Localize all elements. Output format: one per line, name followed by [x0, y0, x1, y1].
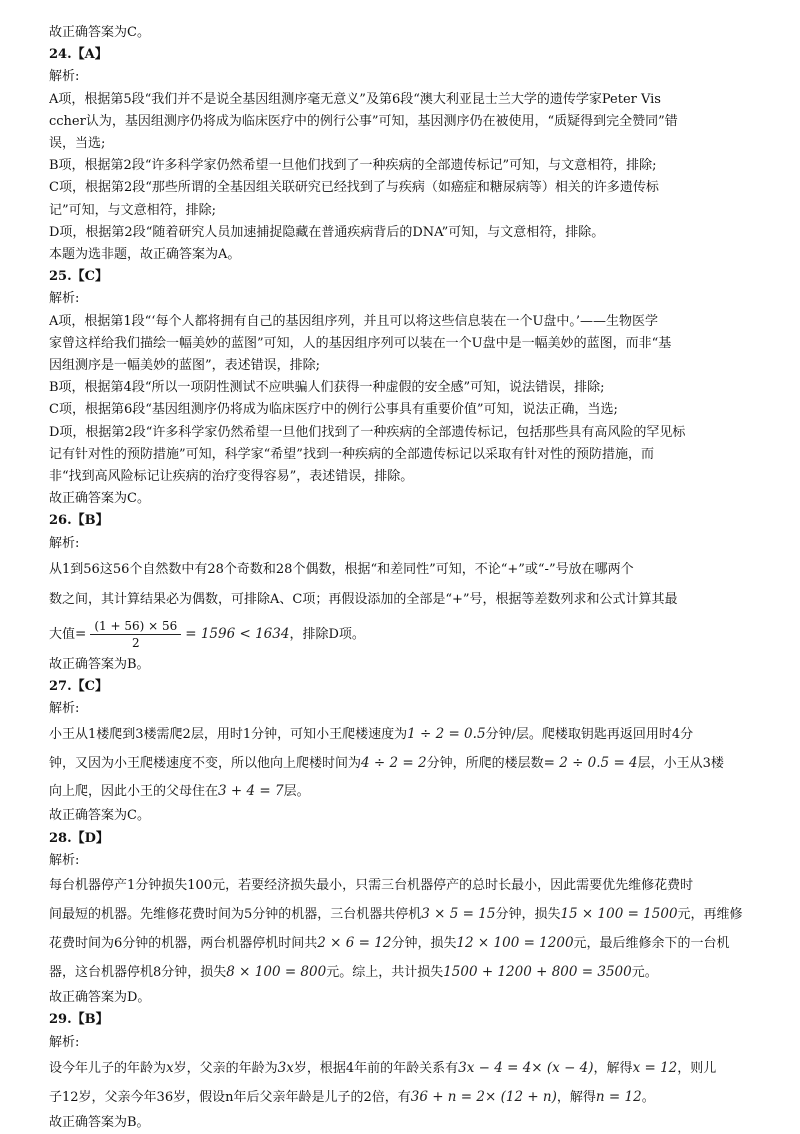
q28-conclusion: 故正确答案为D。 — [49, 990, 151, 1006]
q25-option-c: C项，根据第6段“基因组测序仍将成为临床医疗中的例行公事具有重要价值”可知，说法正确，当选; — [49, 402, 618, 418]
q27-text-1b: 分钟/层。爬楼取钥匙再返回用时4分 — [485, 727, 694, 743]
q25-option-d-line2: 记有针对性的预防措施”可知，科学家“希望”找到一种疾病的全部遗传标记以采取有针对性的预防措施，而 — [49, 446, 654, 462]
q27-text-2b: 分钟，所爬的楼层数 — [426, 756, 544, 772]
q27-math-sum: 3 + 4 = 7 — [218, 783, 284, 800]
q27-para-line2 — [49, 749, 757, 778]
q29-text-1c: 岁，根据4年前的年龄关系有 — [293, 1060, 459, 1076]
q24-analysis-label: 解析: — [49, 69, 80, 85]
q28-para-line1: 每台机器停产1分钟损失100元，若要经济损失最小，只需三台机器停产的总时长最小，因此需要优先维修花费时 — [49, 878, 694, 894]
q28-math-3: 2 × 6 = 12 — [317, 935, 392, 952]
q26-fraction-numerator: (1 + 56) × 56 — [90, 618, 181, 635]
q26-equals: = — [75, 625, 87, 642]
q25-option-d-line1: D项，根据第2段“许多科学家仍然希望一旦他们找到了一种疾病的全部遗传标记，包括那些具有高风险的罕见标 — [49, 424, 686, 440]
q26-fraction — [90, 618, 181, 651]
q28-math-1: 3 × 5 = 15 — [421, 906, 496, 923]
q27-math-time: 4 ÷ 2 = 2 — [361, 755, 427, 772]
q25-option-d-line3: 非“找到高风险标记让疾病的治疗变得容易”，表述错误，排除。 — [49, 469, 414, 485]
q24-option-d: D项，根据第2段“随着研究人员加速捕捉隐藏在普通疾病背后的DNA”可知，与文意相符，排除。 — [49, 224, 605, 240]
q26-para-line3 — [49, 615, 757, 654]
q28-text-2a: 间最短的机器。先维修花费时间为5分钟的机器，三台机器共停机 — [49, 907, 422, 923]
q28-analysis-label: 解析: — [49, 852, 80, 868]
q24-heading: 24.【A】 — [49, 47, 108, 63]
q27-text-2a: 钟，又因为小王爬楼速度不变，所以他向上爬楼时间为 — [49, 756, 362, 772]
q25-option-a-line2: 家曾这样给我们描绘一幅美妙的蓝图”可知，人的基因组序列可以装在一个U盘中是一幅美妙的蓝图，而非“基 — [49, 335, 672, 351]
q29-math-solution-n: n = 12 — [595, 1088, 642, 1105]
q29-para-line2 — [49, 1083, 757, 1112]
q27-text-3a: 向上爬，因此小王的父母住在 — [49, 784, 219, 800]
answer-explanations — [49, 22, 757, 1134]
q28-para-line3 — [49, 929, 757, 958]
q24-option-b: B项，根据第2段“许多科学家仍然希望一旦他们找到了一种疾病的全部遗传标记”可知，与文意相符，排除; — [49, 158, 657, 174]
q29-math-solution: x = 12 — [632, 1059, 678, 1076]
q29-math-equation-2: 36 + n = 2× (12 + n) — [410, 1088, 557, 1105]
q27-math-speed: 1 ÷ 2 = 0.5 — [407, 726, 486, 743]
q24-option-a-line2: ccher认为，基因组测序仍将成为临床医疗中的例行公事”可知，基因测序仍在被使用，“质疑得到完全赞同”错 — [49, 113, 678, 129]
q26-text-max: 大值 — [49, 626, 76, 642]
q26-para-line2: 数之间，其计算结果必为偶数，可排除A、C项；再假设添加的全部是“+”号，根据等差数列求和公式计算其最 — [49, 591, 678, 607]
q26-heading: 26.【B】 — [49, 513, 109, 529]
q29-text-1e: ，则儿 — [677, 1060, 717, 1076]
q28-text-2c: 元，再维修 — [677, 907, 743, 923]
q28-math-4: 12 × 100 = 1200 — [456, 935, 574, 952]
q28-para-line2 — [49, 900, 757, 929]
q24-option-a-line1: A项，根据第5段“我们并不是说全基因组测序毫无意义”及第6段“澳大利亚昆士兰大学的遗传学家Peter Vis — [49, 91, 661, 107]
q25-analysis-label: 解析: — [49, 291, 80, 307]
q29-text-2a: 子12岁，父亲今年36岁，假设n年后父亲年龄是儿子的2倍，有 — [49, 1089, 411, 1105]
q29-text-2b: ，解得 — [556, 1089, 596, 1105]
q28-text-2b: 分钟，损失 — [495, 907, 561, 923]
q26-conclusion: 故正确答案为B。 — [49, 656, 150, 672]
q23-conclusion: 故正确答案为C。 — [49, 25, 150, 40]
q25-heading: 25.【C】 — [49, 269, 108, 285]
q29-text-1a: 设今年儿子的年龄为 — [49, 1060, 167, 1076]
q29-text-1b: 岁，父亲的年龄为 — [173, 1060, 278, 1076]
q28-math-2: 15 × 100 = 1500 — [560, 906, 678, 923]
q27-heading: 27.【C】 — [49, 679, 108, 695]
q24-option-a-line3: 误，当选; — [49, 136, 106, 152]
q29-analysis-label: 解析: — [49, 1034, 80, 1050]
q28-math-6: 1500 + 1200 + 800 = 3500 — [443, 964, 632, 981]
q26-fraction-denominator: 2 — [131, 635, 140, 650]
q25-option-a-line1: A项，根据第1段“‘每个人都将拥有自己的基因组序列，并且可以将这些信息装在一个U盘中。’——生物医学 — [49, 313, 659, 329]
q27-para-line1 — [49, 720, 757, 749]
q29-text-2c: 。 — [641, 1089, 655, 1105]
q24-conclusion: 本题为选非题，故正确答案为A。 — [49, 247, 241, 263]
q28-para-line4 — [49, 958, 757, 987]
q26-para-line1: 从1到56这56个自然数中有28个奇数和28个偶数，根据“和差同性”可知，不论“+”或“-”号放在哪两个 — [49, 561, 634, 577]
q29-math-x: x — [166, 1059, 174, 1076]
q27-conclusion: 故正确答案为C。 — [49, 808, 150, 824]
q29-heading: 29.【B】 — [49, 1012, 109, 1028]
q25-option-a-line3: 因组测序是一幅美妙的蓝图”，表述错误，排除; — [49, 358, 321, 374]
q26-analysis-label: 解析: — [49, 535, 80, 551]
q26-inequality: = 1596 < 1634 — [185, 625, 290, 642]
q27-text-3b: 层。 — [283, 784, 310, 800]
q28-text-4a: 器，这台机器停机8分钟，损失 — [49, 965, 227, 981]
q24-option-c-line1: C项，根据第2段“那些所谓的全基因组关联研究已经找到了与疾病（如癌症和糖尿病等）相关的许多遗传标 — [49, 180, 659, 196]
q27-text-1a: 小王从1楼爬到3楼需爬2层，用时1分钟，可知小王爬楼速度为 — [49, 727, 408, 743]
q28-math-5: 8 × 100 = 800 — [226, 964, 327, 981]
q28-heading: 28.【D】 — [49, 830, 109, 846]
q29-math-equation: 3x − 4 = 4× (x − 4) — [458, 1059, 594, 1076]
q29-conclusion: 故正确答案为B。 — [49, 1114, 150, 1130]
q29-para-line1 — [49, 1054, 757, 1083]
q28-text-4c: 元。 — [631, 965, 658, 981]
q29-text-1d: ，解得 — [593, 1060, 633, 1076]
q28-text-3a: 花费时间为6分钟的机器，两台机器停机时间共 — [49, 936, 318, 952]
q27-math-floors: = 2 ÷ 0.5 = 4 — [543, 755, 638, 772]
q28-text-4b: 元。综上，共计损失 — [326, 965, 444, 981]
q27-para-line3 — [49, 778, 757, 805]
q26-text-exclude: ，排除D项。 — [289, 626, 365, 642]
q25-option-b: B项，根据第4段“所以一项阴性测试不应哄骗人们获得一种虚假的安全感”可知，说法错误，排除; — [49, 380, 605, 396]
q28-text-3b: 分钟，损失 — [391, 936, 457, 952]
q24-option-c-line2: 记”可知，与文意相符，排除; — [49, 202, 217, 218]
q25-conclusion: 故正确答案为C。 — [49, 491, 150, 507]
q27-analysis-label: 解析: — [49, 701, 80, 717]
q27-text-2c: 层，小王从3楼 — [637, 756, 724, 772]
q28-text-3c: 元，最后维修余下的一台机 — [573, 936, 730, 952]
q29-math-3x: 3x — [277, 1059, 294, 1076]
